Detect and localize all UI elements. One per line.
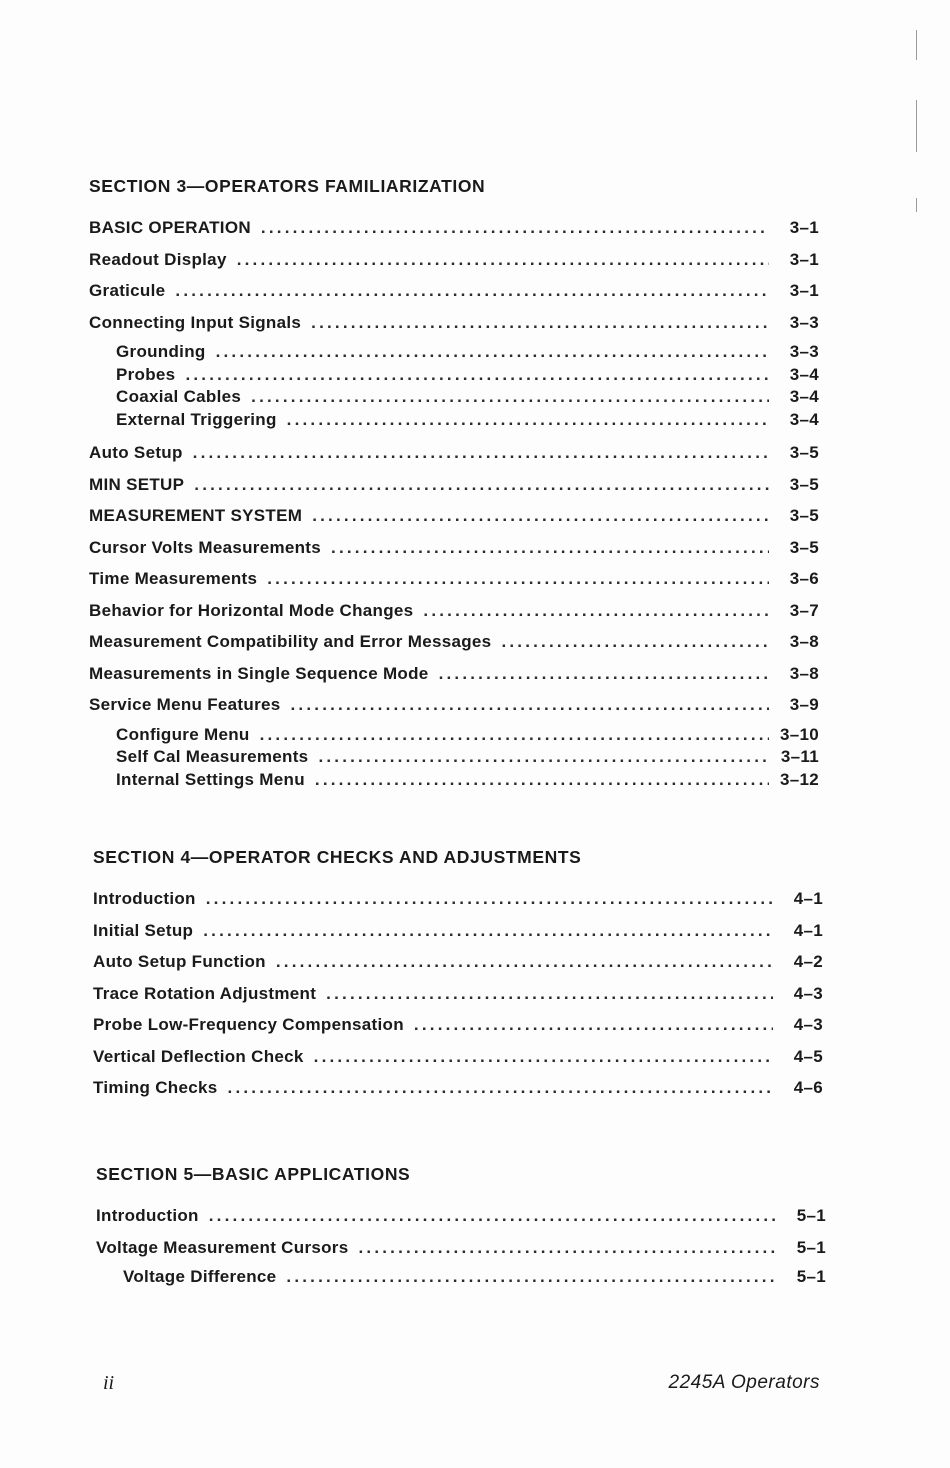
dot-leader: [291, 689, 770, 721]
dot-leader: [318, 746, 769, 769]
toc-entry[interactable]: [89, 244, 819, 276]
toc-entry[interactable]: [89, 212, 819, 244]
toc-entry[interactable]: [96, 1232, 826, 1264]
section-heading: SECTION 4—OPERATOR CHECKS AND ADJUSTMENTS: [93, 847, 582, 867]
toc-entry-page: 4–2: [793, 952, 823, 971]
toc-entry-page: 3–12: [779, 769, 819, 789]
dot-leader: [228, 1072, 773, 1104]
toc-entry[interactable]: [93, 915, 823, 947]
toc-entry-label: Introduction: [96, 1206, 199, 1225]
dot-leader: [501, 626, 769, 658]
toc-entry-page: 3–3: [789, 312, 819, 332]
toc-entry-label: Measurements in Single Sequence Mode: [89, 663, 429, 683]
dot-leader: [206, 883, 773, 915]
dot-leader: [314, 1041, 773, 1073]
toc-entry-label: Configure Menu: [116, 724, 250, 744]
toc-entry[interactable]: [89, 626, 819, 658]
toc-entry-label: Trace Rotation Adjustment: [93, 983, 317, 1003]
toc-entry-page: 4–1: [793, 889, 823, 908]
toc-entry-label: BASIC OPERATION: [89, 218, 251, 237]
toc-entry-label: Connecting Input Signals: [89, 312, 302, 332]
dot-leader: [276, 946, 773, 978]
toc-entry[interactable]: [93, 883, 823, 915]
toc-entry[interactable]: [96, 1200, 826, 1232]
toc-entry-page: 3–11: [780, 747, 819, 766]
toc-entry-label: Auto Setup: [89, 443, 183, 462]
toc-entry-page: 3–8: [789, 663, 819, 683]
toc-entry-label: External Triggering: [116, 409, 277, 429]
toc-entry-label: MEASUREMENT SYSTEM: [89, 506, 303, 525]
manual-title: 2245A Operators: [668, 1372, 820, 1393]
toc-entry[interactable]: [93, 1041, 823, 1073]
toc-entry-page: 4–1: [793, 920, 823, 940]
toc-entry-label: Initial Setup: [93, 920, 194, 940]
toc-entry-page: 3–8: [789, 632, 819, 651]
dot-leader: [287, 409, 769, 432]
toc-entry-page: 3–1: [789, 249, 819, 269]
toc-subentry[interactable]: [89, 409, 819, 432]
dot-leader: [209, 1200, 776, 1232]
toc-entry-label: Service Menu Features: [89, 695, 281, 714]
toc-entry-label: Cursor Volts Measurements: [89, 537, 322, 557]
toc-entry[interactable]: [89, 689, 819, 721]
toc-entry[interactable]: [89, 595, 819, 627]
dot-leader: [414, 1009, 773, 1041]
toc-entry-label: Introduction: [93, 889, 196, 908]
dot-leader: [193, 437, 769, 469]
section-heading: SECTION 5—BASIC APPLICATIONS: [96, 1164, 411, 1184]
toc-entry[interactable]: [89, 658, 819, 690]
dot-leader: [261, 212, 769, 244]
toc-entry-page: 3–5: [789, 443, 819, 462]
toc-entry-label: Voltage Difference: [123, 1267, 277, 1286]
toc-entry-page: 5–1: [796, 1206, 826, 1225]
toc-section-4: [93, 845, 823, 1104]
toc-entry-label: MIN SETUP: [89, 474, 185, 494]
toc-entry-label: Readout Display: [89, 249, 227, 269]
toc-entry-page: 3–1: [789, 218, 819, 237]
toc-entry[interactable]: [93, 1072, 823, 1104]
dot-leader: [423, 595, 769, 627]
toc-entry-label: Measurement Compatibility and Error Messages: [89, 632, 492, 651]
toc-entry-label: Voltage Measurement Cursors: [96, 1237, 349, 1257]
toc-entry-page: 4–3: [793, 983, 823, 1003]
toc-entry-label: Behavior for Horizontal Mode Changes: [89, 600, 414, 620]
toc-entry-page: 3–5: [789, 474, 819, 494]
dot-leader: [237, 244, 769, 276]
dot-leader: [358, 1232, 776, 1264]
dot-leader: [286, 1266, 776, 1289]
toc-entry-page: 3–4: [789, 387, 819, 406]
toc-entry[interactable]: [93, 978, 823, 1010]
toc-entry-page: 5–1: [796, 1267, 826, 1286]
dot-leader: [267, 563, 769, 595]
toc-subentry[interactable]: [89, 769, 819, 792]
toc-entry[interactable]: [89, 563, 819, 595]
margin-mark: [916, 198, 917, 212]
toc-entry[interactable]: [93, 1009, 823, 1041]
toc-entry-page: 3–4: [789, 364, 819, 384]
toc-entry-label: Probe Low-Frequency Compensation: [93, 1015, 404, 1034]
dot-leader: [315, 769, 769, 792]
toc-section-3: [89, 174, 819, 797]
dot-leader: [185, 364, 769, 387]
toc-section-5: [96, 1162, 826, 1295]
toc-entry-page: 3–6: [789, 569, 819, 588]
toc-entry-page: 3–1: [789, 281, 819, 300]
toc-entry-page: 3–9: [789, 695, 819, 714]
dot-leader: [251, 386, 769, 409]
toc-entry-label: Probes: [116, 364, 176, 384]
toc-subentry[interactable]: [96, 1266, 826, 1289]
toc-entry-page: 4–6: [793, 1078, 823, 1097]
margin-mark: [916, 100, 917, 152]
toc-subentry[interactable]: [89, 386, 819, 409]
toc-entry-label: Internal Settings Menu: [116, 769, 305, 789]
page-number: ii: [103, 1372, 115, 1394]
dot-leader: [175, 275, 769, 307]
toc-entry-page: 3–10: [779, 724, 819, 744]
dot-leader: [326, 978, 773, 1010]
toc-subentry[interactable]: [89, 364, 819, 387]
toc-entry-page: 5–1: [796, 1237, 826, 1257]
toc-entry-page: 3–5: [789, 506, 819, 525]
toc-entry-page: 4–3: [793, 1015, 823, 1034]
toc-subentry[interactable]: [89, 724, 819, 747]
toc-entry-label: Timing Checks: [93, 1078, 218, 1097]
toc-entry-label: Graticule: [89, 281, 166, 300]
toc-entry[interactable]: [89, 437, 819, 469]
toc-entry-page: 3–5: [789, 537, 819, 557]
toc-entry-label: Coaxial Cables: [116, 387, 242, 406]
dot-leader: [260, 724, 769, 747]
dot-leader: [331, 532, 769, 564]
toc-entry[interactable]: [89, 532, 819, 564]
toc-entry[interactable]: [89, 307, 819, 339]
toc-subentry[interactable]: [89, 341, 819, 364]
margin-mark: [916, 30, 917, 60]
toc-entry-page: 3–3: [789, 342, 819, 361]
dot-leader: [203, 915, 773, 947]
toc-entry-page: 4–5: [793, 1046, 823, 1066]
dot-leader: [194, 469, 769, 501]
toc-entry-page: 3–4: [789, 409, 819, 429]
toc-entry-page: 3–7: [789, 600, 819, 620]
toc-subentry[interactable]: [89, 746, 819, 769]
toc-entry-label: Self Cal Measurements: [116, 747, 309, 766]
toc-entry[interactable]: [89, 469, 819, 501]
toc-entry-label: Time Measurements: [89, 569, 258, 588]
toc-entry-label: Auto Setup Function: [93, 952, 266, 971]
toc-entry[interactable]: [89, 500, 819, 532]
dot-leader: [216, 341, 769, 364]
toc-entry[interactable]: [93, 946, 823, 978]
section-heading: SECTION 3—OPERATORS FAMILIARIZATION: [89, 176, 486, 196]
toc-entry-label: Grounding: [116, 342, 206, 361]
toc-entry[interactable]: [89, 275, 819, 307]
toc-entry-label: Vertical Deflection Check: [93, 1046, 304, 1066]
dot-leader: [439, 658, 769, 690]
dot-leader: [312, 500, 769, 532]
dot-leader: [311, 307, 769, 339]
